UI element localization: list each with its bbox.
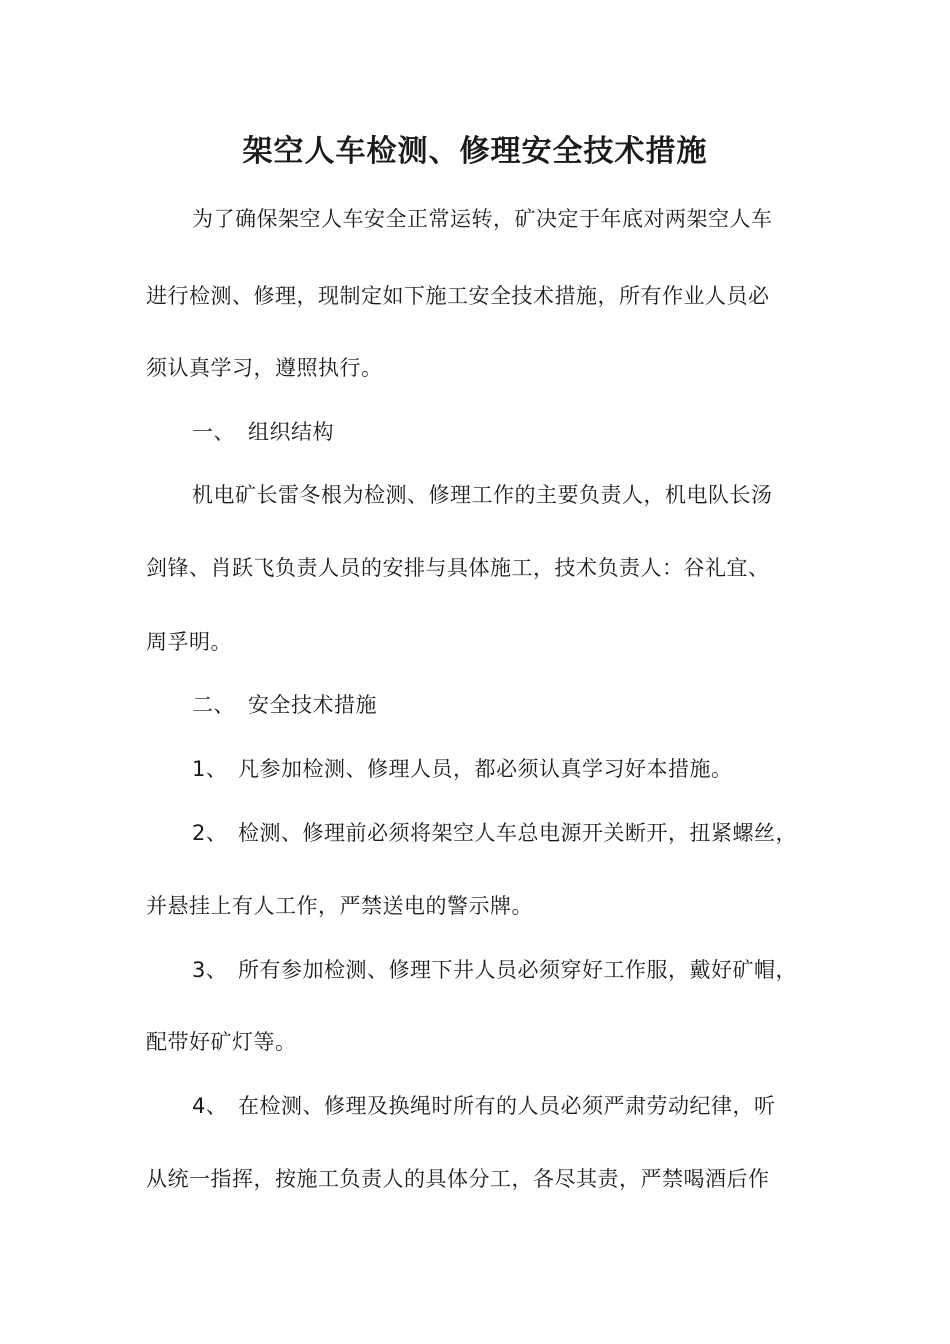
item-1 bbox=[192, 754, 733, 784]
section-1-line-3: 周孚明。 bbox=[146, 630, 232, 654]
section-2-heading bbox=[192, 690, 377, 720]
section-1-title: 组织结构 bbox=[248, 420, 334, 444]
item-3-line-1: 所有参加检测、修理下井人员必须穿好工作服，戴好矿帽， bbox=[238, 958, 797, 982]
intro-line-3: 须认真学习，遵照执行。 bbox=[146, 356, 383, 380]
section-1-line-2: 剑锋、肖跃飞负责人员的安排与具体施工，技术负责人：谷礼宜、 bbox=[146, 556, 770, 580]
item-4-line-2: 从统一指挥，按施工负责人的具体分工，各尽其责，严禁喝酒后作 bbox=[146, 1167, 770, 1191]
section-1-number: 一、 bbox=[192, 420, 235, 444]
document-title: 架空人车检测、修理安全技术措施 bbox=[242, 134, 708, 169]
intro-line-2: 进行检测、修理，现制定如下施工安全技术措施，所有作业人员必 bbox=[146, 284, 770, 308]
item-4-line-1: 在检测、修理及换绳时所有的人员必须严肃劳动纪律，听 bbox=[238, 1094, 776, 1118]
item-2-number: 2、 bbox=[192, 821, 228, 845]
intro-line-1: 为了确保架空人车安全正常运转，矿决定于年底对两架空人车 bbox=[192, 207, 773, 231]
item-4 bbox=[192, 1091, 776, 1121]
item-2-line-2: 并悬挂上有人工作，严禁送电的警示牌。 bbox=[146, 894, 533, 918]
section-2-title: 安全技术措施 bbox=[248, 693, 377, 717]
item-1-line-1: 凡参加检测、修理人员，都必须认真学习好本措施。 bbox=[238, 757, 733, 781]
section-1-heading bbox=[192, 417, 334, 447]
section-2-number: 二、 bbox=[192, 693, 235, 717]
item-3-number: 3、 bbox=[192, 958, 228, 982]
item-2 bbox=[192, 818, 797, 848]
item-4-number: 4、 bbox=[192, 1094, 228, 1118]
section-1-line-1: 机电矿长雷冬根为检测、修理工作的主要负责人，机电队长汤 bbox=[192, 483, 773, 507]
item-2-line-1: 检测、修理前必须将架空人车总电源开关断开，扭紧螺丝， bbox=[238, 821, 797, 845]
item-3 bbox=[192, 955, 797, 985]
item-3-line-2: 配带好矿灯等。 bbox=[146, 1030, 297, 1054]
item-1-number: 1、 bbox=[192, 757, 228, 781]
